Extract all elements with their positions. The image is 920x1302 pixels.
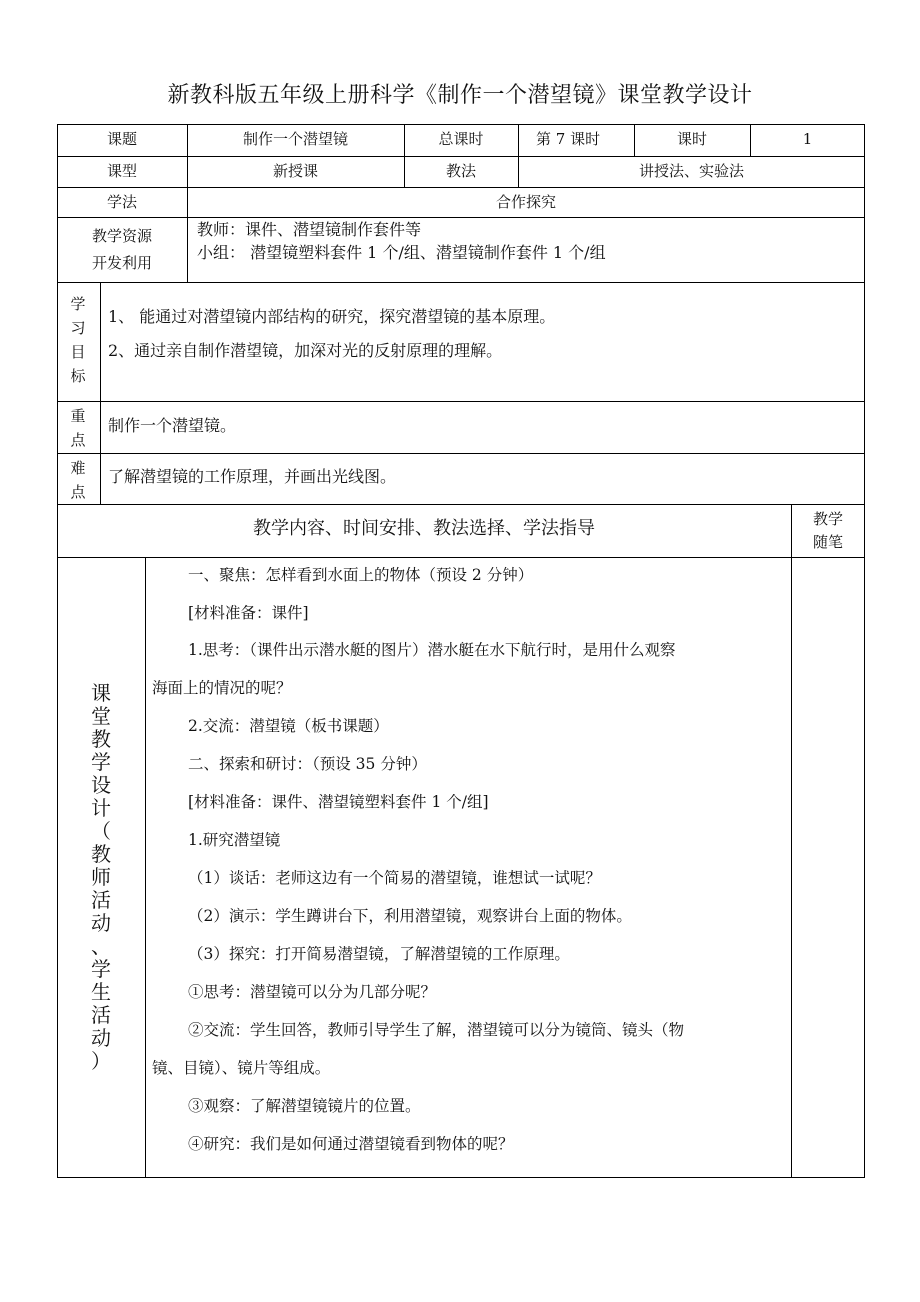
method-label: 教法 [445, 162, 476, 180]
learning-method-value: 合作探究 [495, 193, 556, 211]
body-line: 二、探索和研讨：（预设 35 分钟） [188, 755, 427, 773]
topic-value: 制作一个潜望镜 [242, 130, 348, 148]
body-line: （2）演示：学生蹲讲台下，利用潜望镜，观察讲台上面的物体。 [188, 907, 632, 925]
resources-label-line1: 教学资源 [91, 227, 152, 245]
goal-item: 2、通过亲自制作潜望镜，加深对光的反射原理的理解。 [108, 341, 503, 360]
side-label-char: 学 [91, 750, 111, 774]
body-line: （3）探究：打开简易潜望镜，了解潜望镜的工作原理。 [188, 945, 570, 963]
side-label-char: 课 [91, 681, 111, 705]
side-label-char: 堂 [91, 704, 111, 728]
goal-item: 1、 能通过对潜望镜内部结构的研究，探究潜望镜的基本原理。 [108, 307, 556, 326]
body-line: [材料准备：课件] [188, 604, 309, 622]
side-label-char: 、 [91, 934, 111, 958]
side-label-char: 设 [91, 773, 111, 797]
period-value: 1 [802, 130, 813, 148]
resources-label-line2: 开发利用 [91, 254, 152, 272]
side-label-char: （ [91, 819, 111, 843]
body-line: ①思考：潜望镜可以分为几部分呢？ [188, 983, 437, 1001]
body-line: ②交流：学生回答，教师引导学生了解，潜望镜可以分为镜筒、镜头（物 [188, 1021, 685, 1039]
side-label-char: 学 [91, 957, 111, 981]
document-title: 新教科版五年级上册科学《制作一个潜望镜》课堂教学设计 [167, 83, 753, 108]
resources-teacher: 教师：课件、潜望镜制作套件等 [197, 220, 422, 239]
period-label: 课时 [676, 130, 707, 148]
total-periods-value: 第 7 课时 [536, 130, 601, 148]
body-line: ④研究：我们是如何通过潜望镜看到物体的呢？ [188, 1135, 514, 1153]
body-line: 1.研究潜望镜 [188, 831, 281, 849]
side-label-char: 教 [91, 727, 111, 751]
body-line: 2.交流：潜望镜（板书课题） [188, 717, 389, 735]
side-label-char: 师 [91, 865, 111, 889]
goals-label: 学 习 目 标 [70, 295, 86, 385]
side-label-char: 活 [91, 1003, 111, 1027]
resources-group: 小组： 潜望镜塑料套件 1 个/组、潜望镜制作套件 1 个/组 [197, 243, 606, 262]
learning-method-label: 学法 [106, 193, 137, 211]
difficulty-text: 了解潜望镜的工作原理，并画出光线图。 [108, 467, 397, 486]
body-line: ③观察：了解潜望镜镜片的位置。 [188, 1097, 421, 1115]
body-line: 镜、目镜）、镜片等组成。 [152, 1059, 331, 1077]
method-value: 讲授法、实验法 [638, 162, 744, 180]
body-line: [材料准备：课件、潜望镜塑料套件 1 个/组] [188, 793, 489, 811]
type-value: 新授课 [272, 162, 318, 180]
side-label-char: 计 [91, 796, 111, 820]
side-label-char: 生 [91, 980, 111, 1004]
type-label: 课型 [106, 162, 137, 180]
notes-header-line1: 教学 [812, 510, 843, 528]
body-line: 1.思考：（课件出示潜水艇的图片）潜水艇在水下航行时，是用什么观察 [188, 641, 676, 659]
side-label-char: 动 [91, 911, 111, 935]
notes-header-line2: 随笔 [812, 533, 843, 551]
classroom-design-label [86, 682, 116, 1073]
content-header: 教学内容、时间安排、教法选择、学法指导 [253, 518, 595, 539]
key-point-label: 重 点 [70, 407, 86, 449]
body-line: 海面上的情况的呢？ [152, 679, 292, 697]
side-label-char: 活 [91, 888, 111, 912]
difficulty-label: 难 点 [70, 459, 86, 501]
key-point-text: 制作一个潜望镜。 [108, 416, 237, 435]
side-label-char: 教 [91, 842, 111, 866]
body-line: （1）谈话：老师这边有一个简易的潜望镜，谁想试一试呢？ [188, 869, 601, 887]
total-periods-label: 总课时 [438, 130, 484, 148]
topic-label: 课题 [106, 130, 137, 148]
body-line: 一、聚焦：怎样看到水面上的物体（预设 2 分钟） [188, 566, 534, 584]
side-label-char: 动 [91, 1026, 111, 1050]
side-label-char: ） [91, 1049, 111, 1073]
